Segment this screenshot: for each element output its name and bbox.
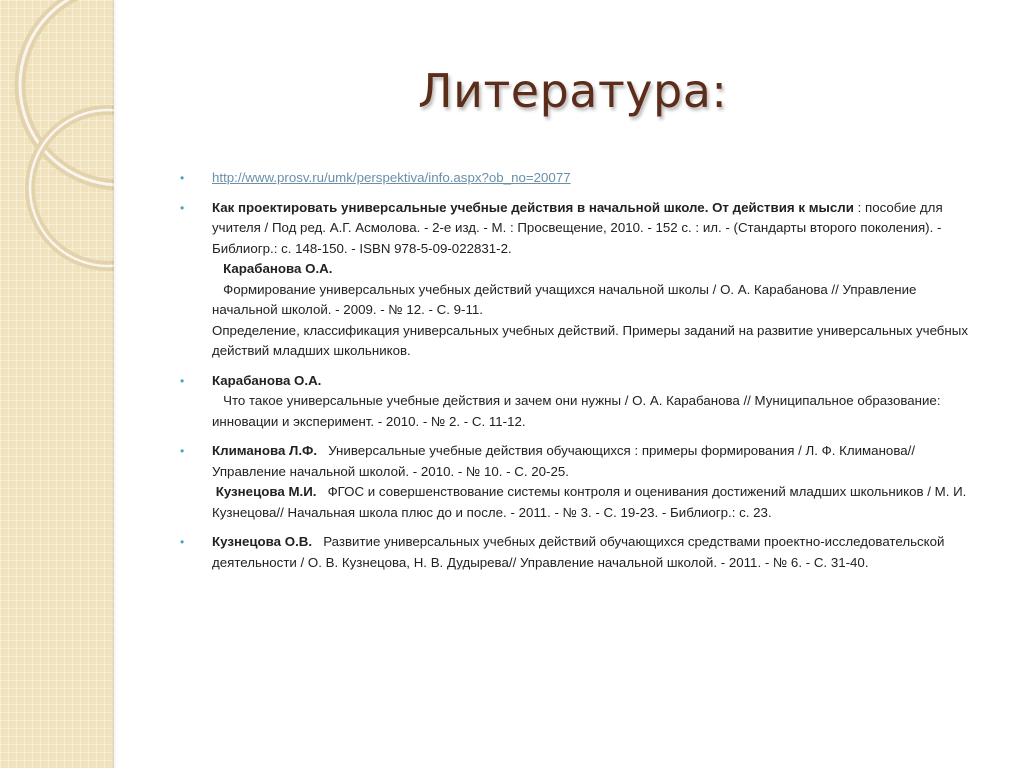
- reference-link[interactable]: http://www.prosv.ru/umk/perspektiva/info.aspx?ob_no=20077: [212, 170, 571, 185]
- reference-author-2: Кузнецова М.И.: [215, 484, 317, 499]
- reference-subentry-text-wrap: [212, 280, 980, 321]
- reference-author: Климанова Л.Ф.: [212, 443, 318, 458]
- reference-item-4: [180, 441, 980, 523]
- decorative-sidebar: [0, 0, 114, 768]
- bullet-icon: •: [180, 200, 185, 215]
- reference-text: Что такое универсальные учебные действия и зачем они нужны / О. А. Карабанова // Муниципальное образование: инновации и эксперимент. - 2010. - № 2. - С. 11-12.: [212, 393, 941, 429]
- reference-author: Кузнецова О.В.: [212, 534, 313, 549]
- reference-text: Универсальные учебные действия обучающихся : примеры формирования / Л. Ф. Климанова// Управление начальной школой. - 2010. - № 10. - С. 20-25.: [212, 443, 916, 479]
- reference-item-3: [180, 371, 980, 433]
- reference-item-5: [180, 532, 980, 573]
- slide-title: Литература:: [418, 64, 728, 118]
- references-list: [180, 168, 980, 573]
- bullet-icon: •: [180, 535, 185, 549]
- reference-item-2: [180, 198, 980, 362]
- bullet-icon: •: [180, 444, 185, 458]
- reference-author: Карабанова О.А.: [212, 372, 322, 388]
- reference-subentry: [212, 482, 980, 523]
- reference-text-2: ФГОС и совершенствование системы контроля и оценивания достижений младших школьников / М. И. Кузнецова// Начальная школа плюс до и после. - 2011. - № 3. - С. 19-23. - Библиогр.: с. 23.: [212, 484, 967, 520]
- reference-details: : пособие для учителя / Под ред. А.Г. Асмолова. - 2-е изд. - М. : Просвещение, 2010. - 152 с. : ил. - (Стандарты второго поколения). - Библиогр.: с. 148-150. - ISBN 978-5-09-022831-2.: [212, 199, 943, 256]
- bullet-icon: •: [180, 171, 185, 185]
- reference-author: Карабанова О.А.: [223, 261, 333, 276]
- reference-subentry: [212, 259, 980, 280]
- bullet-icon: •: [180, 373, 185, 388]
- reference-text: Развитие универсальных учебных действий обучающихся средствами проектно-исследовательской деятельности / О. В. Кузнецова, Н. В. Дудырева// Управление начальной школой. - 2011. - № 6. - С. 31-40.: [212, 534, 945, 570]
- reference-note: Определение, классификация универсальных учебных действий. Примеры заданий на развитие универсальных учебных действий младших школьников.: [212, 322, 968, 358]
- reference-item-1: [180, 168, 980, 189]
- reference-title-bold: Как проектировать универсальные учебные действия в начальной школе. От действия к мысли: [212, 199, 854, 215]
- reference-text-wrap: [212, 391, 980, 432]
- reference-subentry-text: Формирование универсальных учебных действий учащихся начальной школы / О. А. Карабанова // Управление начальной школой. - 2009. - № 12. - С. 9-11.: [212, 281, 917, 317]
- sidebar-shadow: [112, 0, 118, 768]
- decorative-circles: [0, 0, 114, 768]
- references-content: [180, 168, 980, 582]
